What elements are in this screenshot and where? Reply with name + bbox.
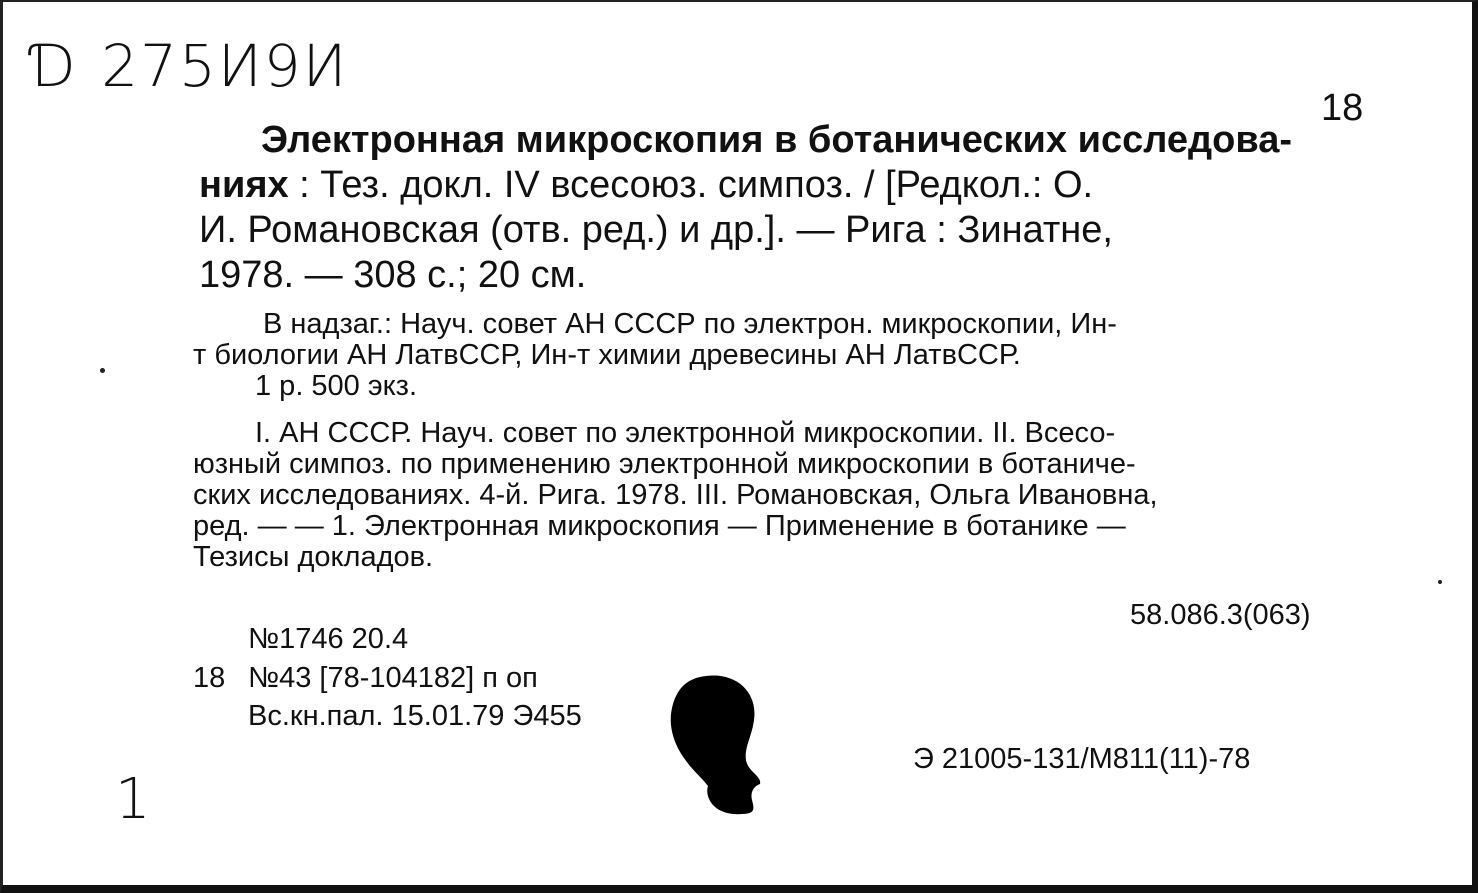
note-line-1: [193, 309, 1361, 340]
title-rest-2: : Тез. докл. IV всесоюз. симпоз. / [Редкол.: О.: [288, 164, 1094, 206]
title-line-4: 1978. — 308 с.; 20 см.: [199, 254, 587, 296]
catalog-code: Э 21005-131/М811(11)-78: [913, 743, 1251, 775]
note-line-2: т биологии АН ЛатвССР, Ин-т химии древесины АН ЛатвССР.: [193, 339, 1021, 371]
title-bold-1: Электронная микроскопия в ботанических исследова-: [261, 119, 1292, 161]
title-line-2: [199, 163, 1367, 208]
udc-code: 58.086.3(063): [1130, 599, 1311, 631]
order-line-2: №43 [78-104182] п оп: [248, 662, 538, 694]
order-prefix: 18: [193, 662, 226, 694]
note-line-1-text: В надзаг.: Науч. совет АН СССР по электрон. микроскопии, Ин-: [263, 308, 1117, 340]
title-line-1: [199, 118, 1367, 163]
tracing-line-4: ред. — — 1. Электронная микроскопия — Применение в ботанике —: [193, 510, 1126, 542]
tracing-line-2: юзный симпоз. по применению электронной микроскопии в ботаниче-: [193, 448, 1136, 480]
speck-left: [100, 368, 105, 373]
price-line: [193, 371, 1361, 402]
tracing-line-5: Тезисы докладов.: [193, 541, 434, 573]
price-text: 1 р. 500 экз.: [255, 370, 418, 402]
title-block: [199, 118, 1367, 298]
title-line-3: И. Романовская (отв. ред.) и др.]. — Рига : Зинатне,: [199, 209, 1113, 251]
speck-right: [1438, 580, 1442, 584]
tracing-line-1-text: I. АН СССР. Науч. совет по электронной микроскопии. II. Всесо-: [255, 417, 1116, 449]
tracing-line-1: [193, 418, 1361, 449]
handwritten-number: 1: [115, 767, 153, 832]
ink-blot: [658, 674, 778, 819]
card-number: 18: [1321, 87, 1364, 129]
note-block: [193, 309, 1361, 402]
title-bold-2: ниях: [199, 164, 289, 206]
order-line-1: №1746 20.4: [248, 623, 409, 655]
tracing-block: [193, 418, 1361, 573]
tracing-line-3: ских исследованиях. 4-й. Рига. 1978. III. Романовская, Ольга Ивановна,: [193, 479, 1158, 511]
order-line-3: Вс.кн.пал. 15.01.79 Э455: [248, 700, 582, 732]
handwritten-code: Ɗ 275И9И: [31, 32, 349, 100]
